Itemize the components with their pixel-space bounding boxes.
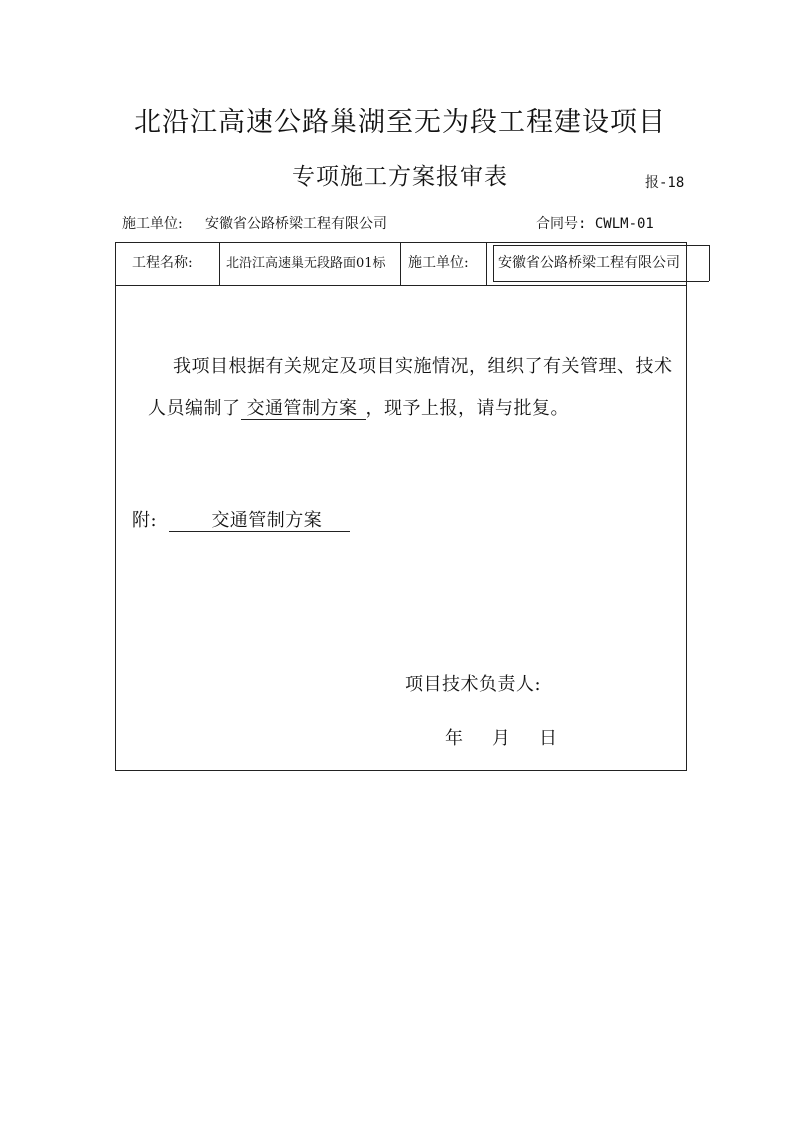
document-title: 北沿江高速公路巢湖至无为段工程建设项目: [134, 107, 666, 138]
signature-day: 日: [539, 728, 558, 749]
table-left-border: [115, 242, 116, 771]
table-col-divider-3: [486, 242, 487, 285]
contractor-value: 安徽省公路桥梁工程有限公司: [205, 216, 387, 232]
table-top-border: [115, 242, 687, 243]
cell-box-left: [493, 245, 494, 281]
table-header-divider: [115, 285, 687, 286]
contractor-label: 施工单位:: [122, 216, 183, 232]
attachment-value: 交通管制方案: [169, 511, 350, 532]
attachment-line: [132, 506, 350, 532]
plan-name: 交通管制方案: [241, 399, 366, 420]
project-name-label: 工程名称:: [132, 255, 193, 271]
contract-number: 合同号: CWLM-01: [536, 216, 654, 232]
cell-box-bottom: [493, 281, 709, 282]
paragraph-line-1: 我项目根据有关规定及项目实施情况，组织了有关管理、技术: [173, 356, 673, 377]
paragraph-line-2: [148, 394, 569, 420]
table-col-divider-1: [219, 242, 220, 285]
paragraph-prefix: 人员编制了: [148, 398, 241, 419]
signature-month: 月: [492, 728, 511, 749]
document-subtitle: 专项施工方案报审表: [292, 164, 508, 190]
cell-box-top: [493, 245, 709, 246]
signature-year: 年: [445, 728, 464, 749]
signature-label: 项目技术负责人:: [405, 674, 542, 695]
project-name-value: 北沿江高速巢无段路面01标: [226, 256, 386, 271]
attachment-label: 附:: [132, 510, 158, 531]
table-bottom-border: [115, 770, 687, 771]
table-right-border: [686, 242, 687, 771]
cell-box-right: [709, 245, 710, 281]
table-col-divider-2: [400, 242, 401, 285]
table-contractor-value: 安徽省公路桥梁工程有限公司: [498, 255, 680, 271]
form-code: 报-18: [645, 175, 685, 191]
table-contractor-label: 施工单位:: [408, 255, 469, 271]
paragraph-suffix: ，现予上报，请与批复。: [365, 398, 569, 419]
